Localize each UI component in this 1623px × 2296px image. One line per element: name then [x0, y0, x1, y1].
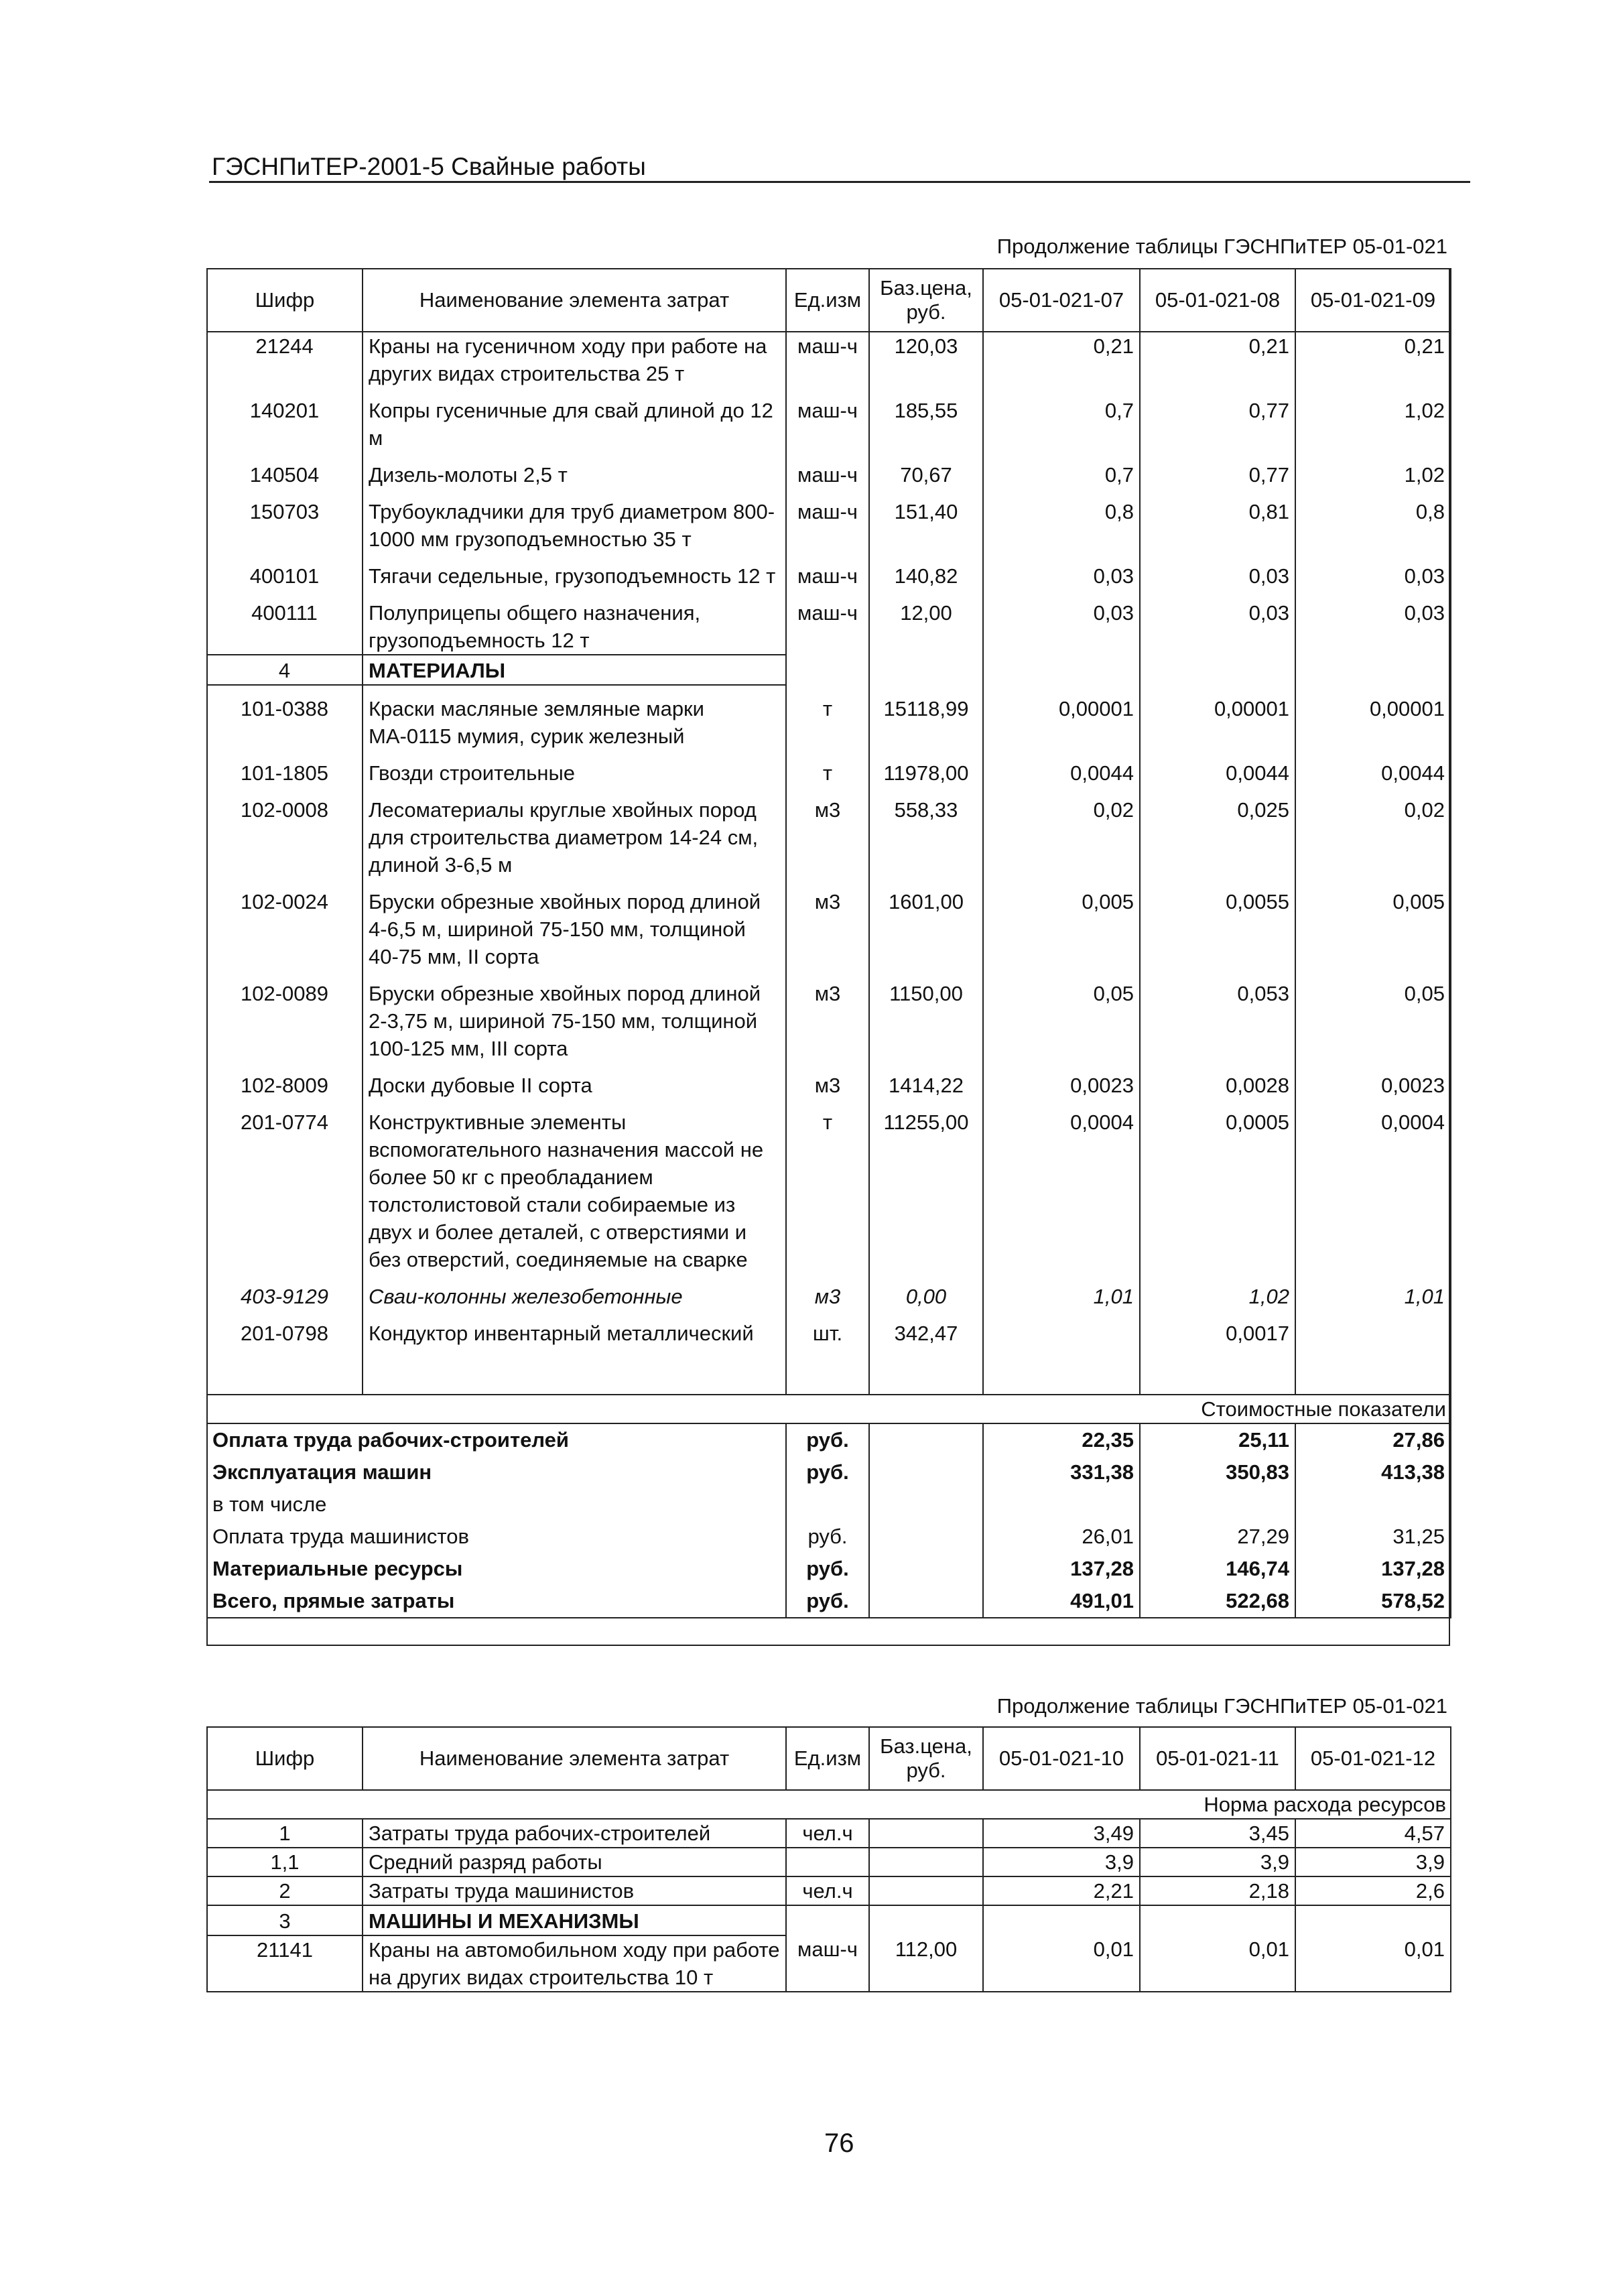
cost-name: Эксплуатация машин: [212, 1460, 432, 1484]
cost-value: 413,38: [1295, 1456, 1451, 1488]
row-unit: м3: [786, 796, 869, 879]
row-value: 2,6: [1295, 1876, 1451, 1905]
row-value: 0,0055: [1140, 888, 1295, 970]
table-row: [207, 498, 1451, 553]
cost-name: Материальные ресурсы: [212, 1557, 463, 1580]
col-header-id: 05-01-021-07: [983, 269, 1140, 332]
row-value: 0,00001: [1140, 695, 1295, 750]
row-unit: т: [786, 695, 869, 750]
row-value: 1,02: [1295, 397, 1451, 452]
section-title: МАТЕРИАЛЫ: [363, 655, 786, 685]
row-value: [1295, 1320, 1451, 1347]
section-code: 3: [207, 1905, 363, 1935]
row-value: 0,8: [983, 498, 1140, 553]
row-name: Затраты труда машинистов: [363, 1876, 786, 1905]
row-value: 0,03: [1140, 599, 1295, 655]
row-value: 0,0004: [1295, 1108, 1451, 1273]
row-unit: т: [786, 1108, 869, 1273]
row-value: 0,03: [1295, 599, 1451, 655]
row-value: 0,005: [1295, 888, 1451, 970]
row-price: 12,00: [869, 599, 983, 655]
row-value: 0,005: [983, 888, 1140, 970]
table-row: [207, 461, 1451, 489]
table-row: [207, 1283, 1451, 1310]
col-header-id: 05-01-021-09: [1295, 269, 1451, 332]
row-code: 1: [207, 1819, 363, 1848]
col-header-price: Баз.цена, руб.: [869, 269, 983, 332]
row-price: 15118,99: [869, 695, 983, 750]
cost-value: 26,01: [983, 1521, 1140, 1553]
row-name: Краны на автомобильном ходу при работе на других видах строительства 10 т: [363, 1935, 786, 1992]
row-price: 0,00: [869, 1283, 983, 1310]
row-unit: шт.: [786, 1320, 869, 1347]
row-name: Средний разряд работы: [363, 1848, 786, 1876]
cost-value: [1295, 1488, 1451, 1521]
row-value: 0,7: [983, 397, 1140, 452]
table-row: [207, 599, 1451, 655]
row-name: Копры гусеничные для свай длиной до 12 м: [363, 397, 786, 452]
table-row: [207, 796, 1451, 879]
row-code: 102-0024: [207, 888, 363, 970]
row-value: 0,03: [1140, 562, 1295, 590]
row-name: Краски масляные земляные марки МА-0115 мумия, сурик железный: [363, 695, 786, 750]
table1-header-row: [207, 269, 1451, 332]
row-price: 1601,00: [869, 888, 983, 970]
row-code: 1,1: [207, 1848, 363, 1876]
table-row: [207, 332, 1451, 387]
row-price: 11255,00: [869, 1108, 983, 1273]
col-header-code: Шифр: [207, 1727, 363, 1790]
row-value: 0,81: [1140, 498, 1295, 553]
row-value: 0,025: [1140, 796, 1295, 879]
cost-value: [983, 1488, 1140, 1521]
table-row: [207, 1108, 1451, 1273]
row-code: 21244: [207, 332, 363, 387]
row-value: 0,21: [983, 332, 1140, 387]
cost-value: 25,11: [1140, 1423, 1295, 1456]
cost-value: 522,68: [1140, 1585, 1295, 1618]
table-row: [207, 1072, 1451, 1099]
row-price: 558,33: [869, 796, 983, 879]
row-value: 0,8: [1295, 498, 1451, 553]
cost-value: [1140, 1488, 1295, 1521]
col-header-id: 05-01-021-08: [1140, 269, 1295, 332]
row-code: 403-9129: [207, 1283, 363, 1310]
col-header-unit: Ед.изм: [786, 1727, 869, 1790]
row-value: 0,03: [1295, 562, 1451, 590]
table-row: [207, 562, 1451, 590]
row-value: 3,9: [1140, 1848, 1295, 1876]
row-price: 342,47: [869, 1320, 983, 1347]
row-price: 112,00: [869, 1935, 983, 1992]
row-unit: маш-ч: [786, 332, 869, 387]
row-value: 0,053: [1140, 980, 1295, 1062]
row-value: 3,9: [983, 1848, 1140, 1876]
resource-table-2: [206, 1726, 1451, 1992]
row-value: 0,21: [1140, 332, 1295, 387]
cost-value: 350,83: [1140, 1456, 1295, 1488]
cost-row: [207, 1456, 1451, 1488]
row-value: 0,21: [1295, 332, 1451, 387]
row-value: 0,0023: [983, 1072, 1140, 1099]
row-value: 0,01: [983, 1935, 1140, 1992]
table-row: [207, 695, 1451, 750]
row-unit: м3: [786, 888, 869, 970]
row-price: 120,03: [869, 332, 983, 387]
row-value: 0,02: [983, 796, 1140, 879]
cost-unit: руб.: [786, 1423, 869, 1456]
row-price: [869, 1819, 983, 1848]
norm-band-row: [207, 1790, 1451, 1819]
col-header-id: 05-01-021-12: [1295, 1727, 1451, 1790]
table-row: [207, 1876, 1451, 1905]
section-code: 4: [207, 655, 363, 685]
row-code: 400101: [207, 562, 363, 590]
cost-row: [207, 1553, 1451, 1585]
cost-value: 578,52: [1295, 1585, 1451, 1618]
cost-name: Всего, прямые затраты: [207, 1585, 786, 1618]
row-price: 1414,22: [869, 1072, 983, 1099]
row-value: 1,01: [1295, 1283, 1451, 1310]
row-value: 0,0044: [983, 759, 1140, 787]
row-value: 3,9: [1295, 1848, 1451, 1876]
row-price: 185,55: [869, 397, 983, 452]
row-name: Кондуктор инвентарный металлический: [363, 1320, 786, 1347]
row-value: 0,01: [1295, 1935, 1451, 1992]
resource-table-1: [206, 268, 1451, 1618]
row-price: 151,40: [869, 498, 983, 553]
cost-unit: руб.: [786, 1585, 869, 1618]
table-row: [207, 397, 1451, 452]
table-row: [207, 1935, 1451, 1992]
col-header-name: Наименование элемента затрат: [363, 269, 786, 332]
row-unit: [786, 1848, 869, 1876]
row-value: 0,0044: [1295, 759, 1451, 787]
cost-value: 137,28: [1295, 1553, 1451, 1585]
section-row: [207, 655, 1451, 685]
row-code: 102-0089: [207, 980, 363, 1062]
cost-value: 331,38: [983, 1456, 1140, 1488]
row-name: Конструктивные элементы вспомогательного назначения массой не более 50 кг с преобладанием толстолистовой стали собираемые из двух и более деталей, с отверстиями и без отверстий, соединяемые на сварке: [363, 1108, 786, 1273]
cost-value: 137,28: [983, 1553, 1140, 1585]
row-code: 102-0008: [207, 796, 363, 879]
row-unit: м3: [786, 980, 869, 1062]
row-name: Доски дубовые II сорта: [363, 1072, 786, 1099]
row-value: [983, 1320, 1140, 1347]
row-value: 0,05: [1295, 980, 1451, 1062]
row-code: 101-0388: [207, 695, 363, 750]
row-code: 201-0798: [207, 1320, 363, 1347]
row-unit: маш-ч: [786, 498, 869, 553]
row-value: 0,0005: [1140, 1108, 1295, 1273]
cost-row: [207, 1585, 1451, 1618]
cost-band-row: [207, 1395, 1451, 1423]
row-value: 3,45: [1140, 1819, 1295, 1848]
row-value: 0,02: [1295, 796, 1451, 879]
row-price: [869, 1848, 983, 1876]
row-unit: м3: [786, 1283, 869, 1310]
row-code: 140504: [207, 461, 363, 489]
cost-name: Оплата труда машинистов: [212, 1525, 469, 1548]
row-code: 400111: [207, 599, 363, 655]
cost-value: 22,35: [983, 1423, 1140, 1456]
row-price: 70,67: [869, 461, 983, 489]
cost-band-label: Стоимостные показатели: [207, 1395, 1451, 1423]
row-value: 0,77: [1140, 397, 1295, 452]
row-code: 201-0774: [207, 1108, 363, 1273]
cost-name: в том числе: [212, 1492, 327, 1516]
row-code: 150703: [207, 498, 363, 553]
row-value: 3,49: [983, 1819, 1140, 1848]
row-value: 0,03: [983, 562, 1140, 590]
row-name: Затраты труда рабочих-строителей: [363, 1819, 786, 1848]
row-price: [869, 1876, 983, 1905]
row-value: 0,00001: [1295, 695, 1451, 750]
row-unit: маш-ч: [786, 397, 869, 452]
cost-unit: руб.: [786, 1553, 869, 1585]
cost-row: [207, 1423, 1451, 1456]
row-value: 1,02: [1295, 461, 1451, 489]
row-unit: маш-ч: [786, 599, 869, 655]
cost-name: Оплата труда рабочих-строителей: [212, 1428, 569, 1452]
row-name: Полуприцепы общего назначения, грузоподъемность 12 т: [363, 599, 786, 655]
norm-band-label: Норма расхода ресурсов: [207, 1790, 1451, 1819]
page-number: 76: [824, 2128, 854, 2158]
table1-continuation-caption: Продолжение таблицы ГЭСНПиТЕР 05-01-021: [996, 235, 1447, 258]
row-unit: чел.ч: [786, 1876, 869, 1905]
col-header-id: 05-01-021-11: [1140, 1727, 1295, 1790]
row-name: Тягачи седельные, грузоподъемность 12 т: [363, 562, 786, 590]
row-price: 11978,00: [869, 759, 983, 787]
table-row: [207, 1848, 1451, 1876]
row-price: 140,82: [869, 562, 983, 590]
table-row: [207, 759, 1451, 787]
row-name: Бруски обрезные хвойных пород длиной 4-6,5 м, шириной 75-150 мм, толщиной 40-75 мм, II сорта: [363, 888, 786, 970]
header-rule: [209, 181, 1470, 183]
row-value: 0,0017: [1140, 1320, 1295, 1347]
row-price: 1150,00: [869, 980, 983, 1062]
row-name: Лесоматериалы круглые хвойных пород для строительства диаметром 14-24 см, длиной 3-6,5 м: [363, 796, 786, 879]
row-name: Краны на гусеничном ходу при работе на других видах строительства 25 т: [363, 332, 786, 387]
col-header-name: Наименование элемента затрат: [363, 1727, 786, 1790]
row-value: 0,7: [983, 461, 1140, 489]
row-value: 4,57: [1295, 1819, 1451, 1848]
table2-header-row: [207, 1727, 1451, 1790]
col-header-unit: Ед.изм: [786, 269, 869, 332]
table-row: [207, 980, 1451, 1062]
row-value: 1,01: [983, 1283, 1140, 1310]
row-value: 0,0023: [1295, 1072, 1451, 1099]
cost-unit: руб.: [786, 1521, 869, 1553]
row-value: 0,00001: [983, 695, 1140, 750]
row-name: Дизель-молоты 2,5 т: [363, 461, 786, 489]
row-code: 102-8009: [207, 1072, 363, 1099]
table-row: [207, 1320, 1451, 1347]
row-value: 0,01: [1140, 1935, 1295, 1992]
row-value: 1,02: [1140, 1283, 1295, 1310]
cost-unit: [786, 1488, 869, 1521]
row-value: 0,03: [983, 599, 1140, 655]
row-unit: м3: [786, 1072, 869, 1099]
row-value: 2,21: [983, 1876, 1140, 1905]
row-code: 2: [207, 1876, 363, 1905]
row-unit: маш-ч: [786, 461, 869, 489]
section-title: МАШИНЫ И МЕХАНИЗМЫ: [363, 1905, 786, 1935]
section-row: [207, 1905, 1451, 1935]
row-code: 140201: [207, 397, 363, 452]
cost-value: 146,74: [1140, 1553, 1295, 1585]
row-name: Гвозди строительные: [363, 759, 786, 787]
col-header-id: 05-01-021-10: [983, 1727, 1140, 1790]
row-unit: т: [786, 759, 869, 787]
row-value: 0,77: [1140, 461, 1295, 489]
col-header-code: Шифр: [207, 269, 363, 332]
cost-value: 27,86: [1295, 1423, 1451, 1456]
row-name: Бруски обрезные хвойных пород длиной 2-3,75 м, шириной 75-150 мм, толщиной 100-125 мм, III сорта: [363, 980, 786, 1062]
row-value: 0,0004: [983, 1108, 1140, 1273]
row-unit: маш-ч: [786, 1935, 869, 1992]
row-code: 101-1805: [207, 759, 363, 787]
row-unit: чел.ч: [786, 1819, 869, 1848]
table-row: [207, 1819, 1451, 1848]
row-value: 0,05: [983, 980, 1140, 1062]
table2-continuation-caption: Продолжение таблицы ГЭСНПиТЕР 05-01-021: [996, 1694, 1447, 1718]
row-value: 0,0044: [1140, 759, 1295, 787]
row-value: 0,0028: [1140, 1072, 1295, 1099]
row-unit: маш-ч: [786, 562, 869, 590]
cost-value: 27,29: [1140, 1521, 1295, 1553]
table-row: [207, 888, 1451, 970]
page-header: ГЭСНПиТЕР-2001-5 Свайные работы: [212, 153, 646, 180]
cost-unit: руб.: [786, 1456, 869, 1488]
row-name: Сваи-колонны железобетонные: [363, 1283, 786, 1310]
cost-value: 31,25: [1295, 1521, 1451, 1553]
row-name: Трубоукладчики для труб диаметром 800-1000 мм грузоподъемностью 35 т: [363, 498, 786, 553]
cost-row: [207, 1488, 1451, 1521]
col-header-price: Баз.цена, руб.: [869, 1727, 983, 1790]
row-value: 2,18: [1140, 1876, 1295, 1905]
row-code: 21141: [207, 1935, 363, 1992]
cost-row: [207, 1521, 1451, 1553]
cost-value: 491,01: [983, 1585, 1140, 1618]
